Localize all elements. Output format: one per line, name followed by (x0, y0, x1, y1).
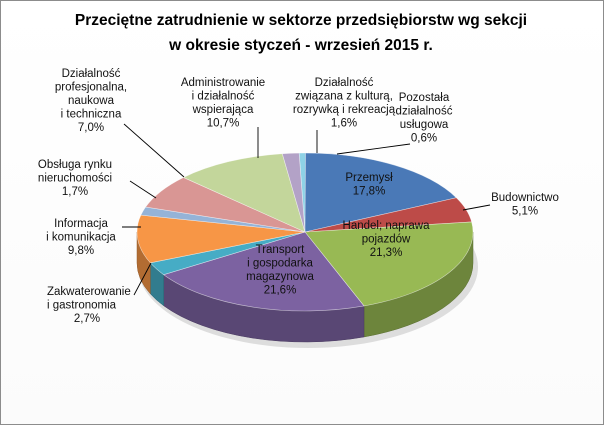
data-label-category: naukowa (67, 95, 115, 107)
data-label-category: Przemysł (345, 172, 393, 184)
data-label-value: 21,6% (263, 284, 297, 297)
data-label (293, 77, 396, 130)
data-label-category: Pozostała (398, 92, 450, 104)
data-label-category: i działalność (191, 90, 255, 103)
data-label-category: działalność (395, 105, 453, 118)
data-label (181, 77, 265, 130)
data-label-value: 2,7% (73, 313, 101, 325)
leader-line (463, 205, 490, 210)
data-label-category: i techniczna (60, 108, 122, 121)
pie-chart (1, 1, 603, 424)
data-label-category: Zakwaterowanie (47, 286, 131, 298)
data-label (55, 68, 127, 134)
data-label-value: 10,7% (206, 117, 240, 130)
data-label-category: Działalność (61, 68, 121, 80)
chart-title-line: w okresie styczeń - wrzesień 2015 r. (169, 37, 433, 54)
data-label (47, 286, 131, 325)
data-label (396, 92, 453, 145)
data-label-value: 0,6% (410, 132, 438, 145)
data-label-value: 17,8% (352, 185, 386, 198)
leader-line (337, 144, 410, 154)
chart-title-line: Przeciętne zatrudnienie w sektorze przedsiębiorstw wg sekcji (74, 12, 528, 29)
leader-line (130, 181, 156, 198)
data-label-category: związana z kulturą, (295, 90, 393, 103)
data-label-category: Obsługa rynku (37, 159, 113, 171)
data-label-category: Handel; naprawa (342, 220, 430, 232)
data-label-category: rozrywką i rekreacją (292, 104, 396, 116)
data-label-value: 21,3% (369, 247, 403, 259)
data-label-category: Budownictwo (491, 192, 559, 204)
pie-slices (137, 153, 478, 348)
data-label-category: profesjonalna, (54, 81, 128, 94)
data-label-value: 1,6% (330, 117, 358, 130)
data-label-category: i gospodarka (247, 257, 313, 270)
data-label (38, 159, 112, 198)
data-label-value: 1,7% (61, 186, 89, 198)
data-label-category: Transport (255, 244, 305, 256)
data-label-value: 9,8% (67, 245, 95, 257)
data-label-category: Informacja (54, 218, 108, 230)
data-label-category: i komunikacja (46, 231, 116, 244)
data-label-category: magazynowa (246, 271, 314, 283)
data-label-value: 5,1% (511, 205, 539, 218)
chart-title (75, 12, 527, 54)
data-label-category: pojazdów (361, 233, 411, 246)
data-label-category: wspierająca (192, 104, 254, 116)
data-label-category: nieruchomości (37, 172, 113, 185)
data-label-category: i gastronomia (47, 299, 117, 312)
data-label-category: usługowa (399, 119, 449, 131)
leader-line (124, 124, 184, 177)
data-label-category: Działalność (314, 77, 374, 89)
data-label (491, 192, 559, 218)
data-label (46, 218, 116, 257)
data-label-category: Administrowanie (180, 77, 266, 89)
data-label-value: 7,0% (77, 122, 105, 134)
